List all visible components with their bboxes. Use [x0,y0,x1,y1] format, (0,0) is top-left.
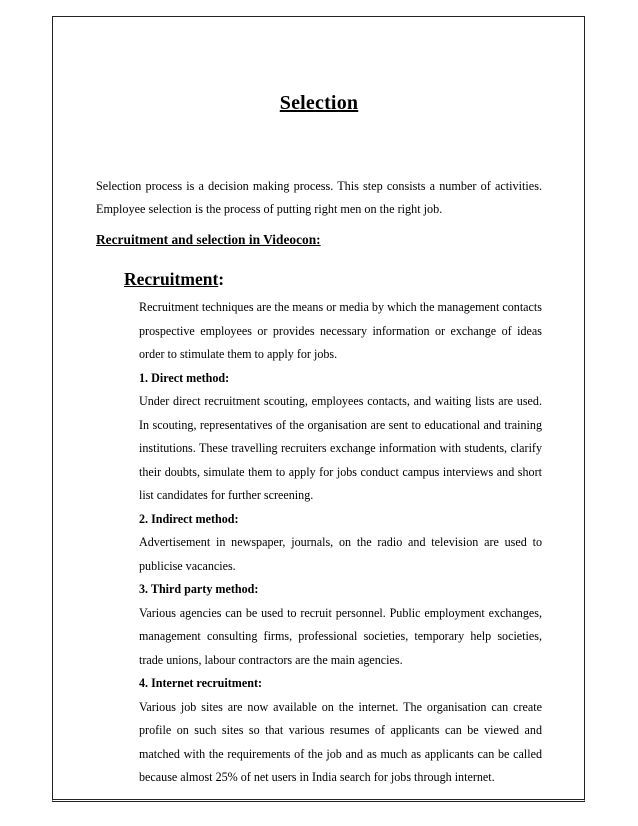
method-text: Various agencies can be used to recruit personnel. Public employment exchanges, management consulting firms, professional societies, temporary help societies, trade unions, labour contractors are the main agencies. [139,605,542,667]
intro-paragraph: Selection process is a decision making process. This step consists a number of activities. Employee selection is the process of putting right men on the right job. [96,179,542,217]
method-heading: 2. Indirect method: [139,511,239,526]
recruitment-intro: Recruitment techniques are the means or media by which the management contacts prospective employees or provides necessary information or exchange of ideas order to stimulate them to apply for jobs. [139,300,542,361]
method-heading: 3. Third party method: [139,582,259,596]
section-heading: Recruitment and selection in Videocon: [96,232,321,247]
subsection-heading-text: Recruitment [124,269,219,289]
subsection-heading [124,269,224,290]
page-title: Selection [279,92,359,114]
subsection-heading-colon: : [218,269,225,289]
method-heading: 4. Internet recruitment: [139,676,263,690]
recruitment-body [139,296,542,790]
method-heading: 1. Direct method: [139,370,230,385]
method-text: Under direct recruitment scouting, employees contacts, and waiting lists are used. In scouting, representatives of the organisation are sent to educational and training institutions. These travelling recruiters exchange information with students, clarify their doubts, simulate them to apply for jobs conduct campus interviews and short list candidates for further screening. [139,394,542,502]
method-text: Various job sites are now available on the internet. The organisation can create profile on such sites so that various resumes of applicants can be viewed and matched with the requirements of the job and as much as applicants can be called because almost 25% of net users in India search for jobs through internet. [139,699,542,784]
method-text: Advertisement in newspaper, journals, on the radio and television are used to publicise vacancies. [139,535,542,573]
